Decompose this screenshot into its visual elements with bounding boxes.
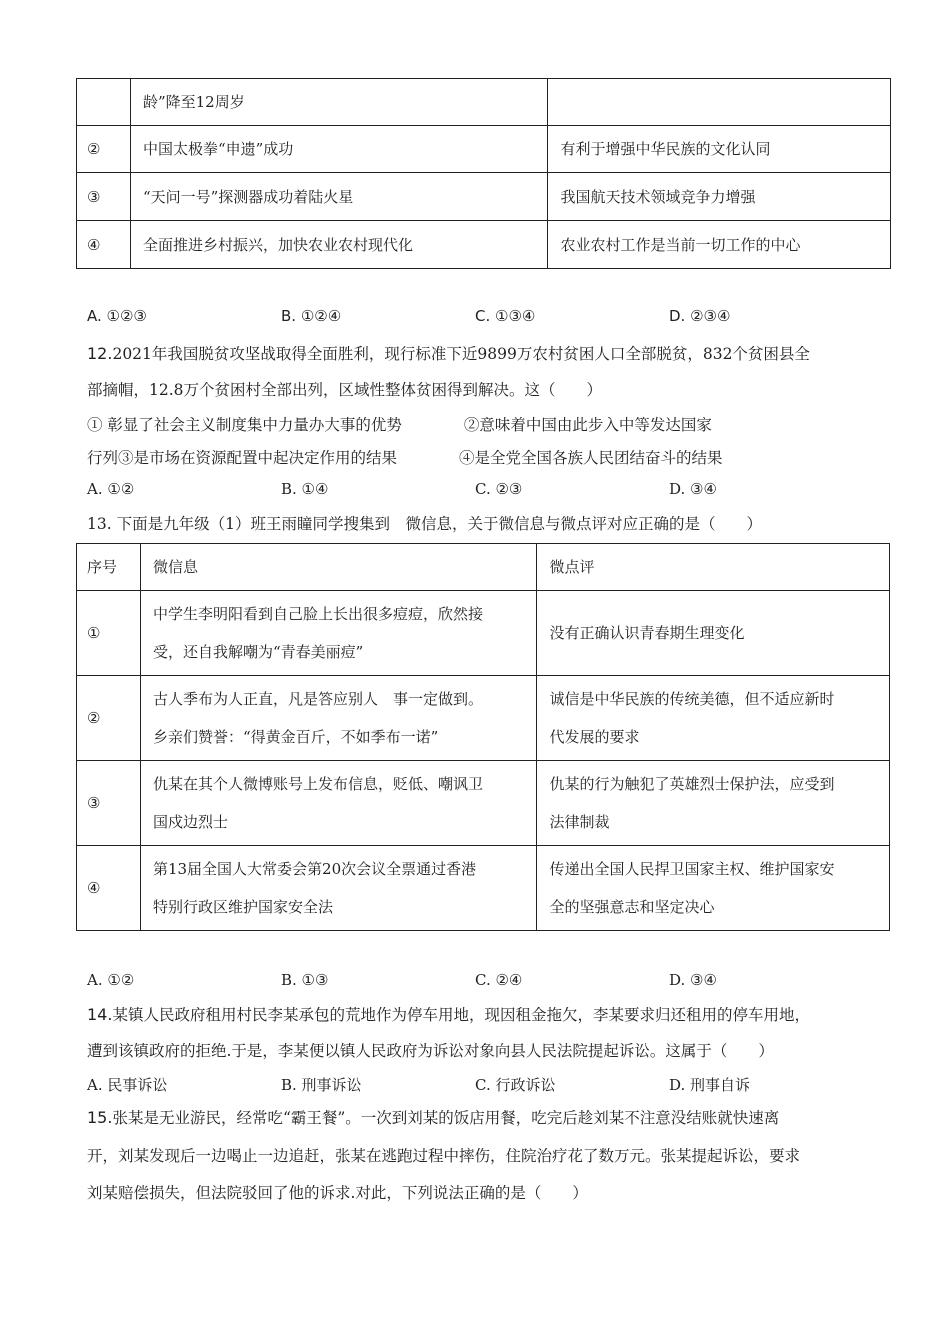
question-12-line: 部摘帽，12.8万个贫困村全部出列，区域性整体贫困得到解决。这（ ） bbox=[87, 381, 603, 399]
row-comment: 农业农村工作是当前一切工作的中心 bbox=[548, 221, 891, 269]
row-comment-line: 代发展的要求 bbox=[549, 728, 640, 746]
option-d[interactable]: D. ③④ bbox=[669, 480, 717, 498]
row-number: ① bbox=[77, 591, 141, 676]
table-row bbox=[77, 221, 891, 269]
option-d[interactable]: D. ②③④ bbox=[669, 307, 731, 325]
option-b[interactable]: B. ①③ bbox=[281, 971, 329, 989]
row-comment-line: 全的坚强意志和坚定决心 bbox=[549, 898, 715, 916]
option-d[interactable]: D. ③④ bbox=[669, 971, 717, 989]
table-row bbox=[77, 846, 890, 931]
row-number: ④ bbox=[77, 846, 141, 931]
option-b[interactable]: B. ①④ bbox=[281, 480, 329, 498]
row-info-line: 仇某在其个人微博账号上发布信息，贬低、嘲讽卫 bbox=[152, 775, 483, 793]
question-15-line: 开，刘某发现后一边喝止一边追赶，张某在逃跑过程中摔伤，住院治疗花了数万元。张某提起诉讼，要求 bbox=[87, 1147, 801, 1165]
row-info: “天问一号”探测器成功着陆火星 bbox=[130, 173, 547, 221]
row-info: 中国太极拳“申遗”成功 bbox=[130, 126, 547, 173]
option-a[interactable]: A. ①②③ bbox=[87, 307, 147, 325]
row-info: 全面推进乡村振兴，加快农业农村现代化 bbox=[130, 221, 547, 269]
question-14-line: 遭到该镇政府的拒绝.于是，李某便以镇人民政府为诉讼对象向县人民法院提起诉讼。这属于（ ） bbox=[87, 1042, 774, 1060]
row-comment-line: 诚信是中华民族的传统美德，但不适应新时 bbox=[549, 690, 835, 708]
question-12-statement: ① 彰显了社会主义制度集中力量办大事的优势 ②意味着中国由此步入中等发达国家 bbox=[87, 416, 712, 434]
question-number: 12. bbox=[87, 344, 113, 363]
option-b[interactable]: B. 刑事诉讼 bbox=[281, 1076, 362, 1094]
row-comment-line: 仇某的行为触犯了英雄烈士保护法，应受到 bbox=[549, 775, 835, 793]
table-row bbox=[77, 591, 890, 676]
question-15-line bbox=[87, 1106, 779, 1128]
row-comment bbox=[548, 79, 891, 126]
row-number: ② bbox=[77, 126, 131, 173]
table-row bbox=[77, 173, 891, 221]
question-14-line bbox=[87, 1003, 810, 1025]
question-12-statement: 行列③是市场在资源配置中起决定作用的结果 ④是全党全国各族人民团结奋斗的结果 bbox=[87, 449, 723, 467]
option-a[interactable]: A. ①② bbox=[87, 971, 135, 989]
row-number: ③ bbox=[77, 761, 141, 846]
row-info-line: 中学生李明阳看到自己脸上长出很多痘痘，欣然接 bbox=[152, 605, 483, 623]
table-row bbox=[77, 676, 890, 761]
question-number: 15. bbox=[87, 1108, 113, 1127]
option-c[interactable]: C. 行政诉讼 bbox=[475, 1076, 556, 1094]
row-comment-line: 法律制裁 bbox=[549, 813, 610, 831]
option-c[interactable]: C. ②③ bbox=[475, 480, 523, 498]
option-c[interactable]: C. ②④ bbox=[475, 971, 523, 989]
row-number bbox=[77, 79, 131, 126]
row-comment-line: 传递出全国人民捍卫国家主权、维护国家安 bbox=[549, 860, 835, 878]
table-row bbox=[77, 79, 891, 126]
row-comment-line: 没有正确认识青春期生理变化 bbox=[549, 624, 745, 642]
question-13-stem: 13. 下面是九年级（1）班王雨瞳同学搜集到 微信息，关于微信息与微点评对应正确的是（ ） bbox=[87, 515, 762, 533]
row-info-line: 特别行政区维护国家安全法 bbox=[152, 898, 333, 916]
question-text: 2021年我国脱贫攻坚战取得全面胜利，现行标准下近9899万农村贫困人口全部脱贫，832个贫困县全 bbox=[112, 345, 810, 363]
row-comment: 有利于增强中华民族的文化认同 bbox=[548, 126, 891, 173]
row-number: ③ bbox=[77, 173, 131, 221]
header-number: 序号 bbox=[77, 544, 141, 591]
row-comment: 我国航天技术领域竞争力增强 bbox=[548, 173, 891, 221]
table-row bbox=[77, 761, 890, 846]
question-text: 某镇人民政府租用村民李某承包的荒地作为停车用地，现因租金拖欠，李某要求归还租用的停车用地， bbox=[112, 1006, 810, 1024]
row-info-line: 受，还自我解嘲为“青春美丽痘” bbox=[152, 643, 364, 661]
table-q11 bbox=[76, 78, 891, 269]
table-q13 bbox=[76, 543, 890, 931]
row-number: ④ bbox=[77, 221, 131, 269]
option-a[interactable]: A. ①② bbox=[87, 480, 135, 498]
question-text: 张某是无业游民，经常吃“霸王餐”。一次到刘某的饭店用餐，吃完后趁刘某不注意没结账就快速离 bbox=[112, 1109, 780, 1127]
option-a[interactable]: A. 民事诉讼 bbox=[87, 1076, 168, 1094]
row-info-line: 国戍边烈士 bbox=[152, 813, 228, 831]
table-header-row bbox=[77, 544, 890, 591]
header-comment: 微点评 bbox=[537, 544, 890, 591]
row-info-line: 古人季布为人正直，凡是答应别人 事一定做到。 bbox=[152, 690, 483, 708]
row-info: 龄”降至12周岁 bbox=[130, 79, 547, 126]
row-number: ② bbox=[77, 676, 141, 761]
header-info: 微信息 bbox=[140, 544, 537, 591]
row-info-line: 第13届全国人大常委会第20次会议全票通过香港 bbox=[152, 860, 477, 878]
option-c[interactable]: C. ①③④ bbox=[475, 307, 536, 325]
table-row bbox=[77, 126, 891, 173]
option-b[interactable]: B. ①②④ bbox=[281, 307, 342, 325]
row-info-line: 乡亲们赞誉：“得黄金百斤，不如季布一诺” bbox=[152, 728, 439, 746]
option-d[interactable]: D. 刑事自诉 bbox=[669, 1076, 751, 1094]
question-15-line: 刘某赔偿损失，但法院驳回了他的诉求.对此，下列说法正确的是（ ） bbox=[87, 1184, 588, 1202]
question-12-line bbox=[87, 342, 810, 364]
question-number: 14. bbox=[87, 1005, 113, 1024]
